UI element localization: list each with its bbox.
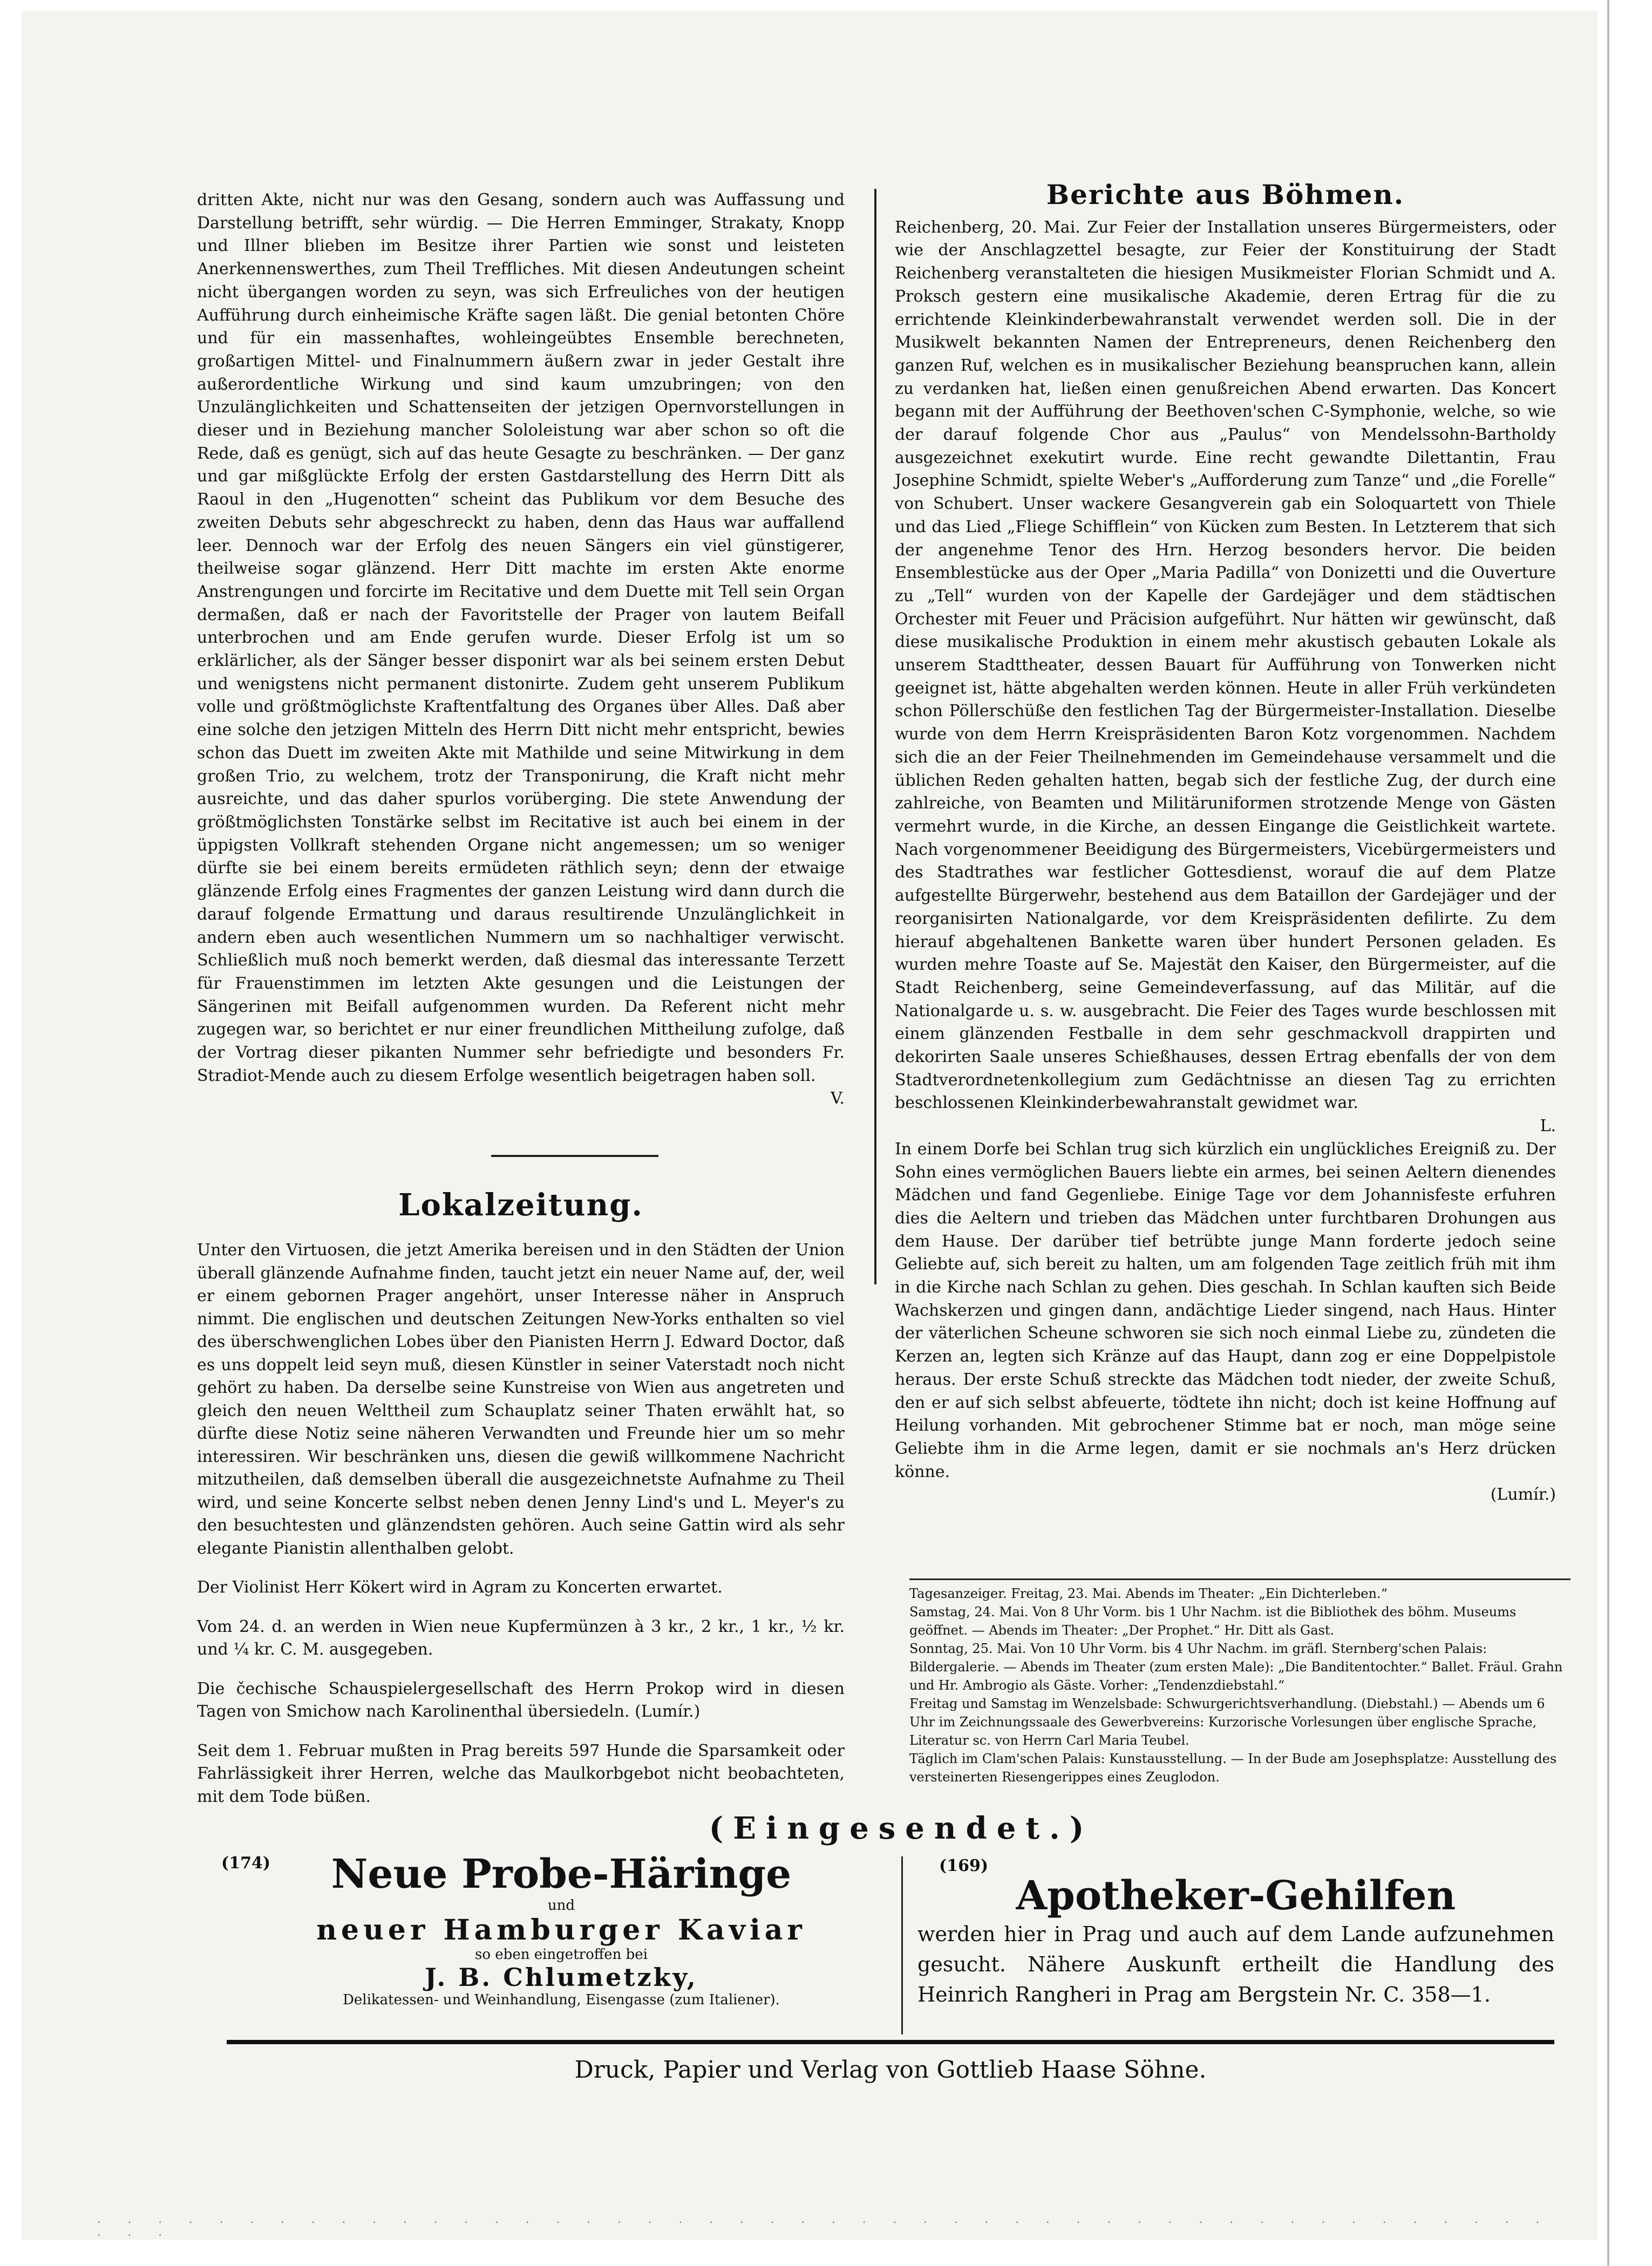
- ad-apotheker: [917, 1851, 1554, 2010]
- ad-merchant-address: Delikatessen- und Weinhandlung, Eisengasse (zum Italiener).: [343, 1992, 780, 2008]
- lokalzeitung-heading: Lokalzeitung.: [398, 1187, 643, 1223]
- newspaper-page: [22, 11, 1597, 2240]
- left-column: [197, 189, 845, 1111]
- news-item: Der Violinist Herr Kökert wird in Agram zu Koncerten erwartet.: [197, 1578, 723, 1597]
- report-source: (Lumír.): [1490, 1485, 1556, 1505]
- column-divider: [874, 189, 876, 1284]
- footer-rule: [227, 2040, 1554, 2044]
- tagesanzeiger-line: Tagesanzeiger. Freitag, 23. Mai. Abends im Theater: „Ein Dichterleben.“: [909, 1586, 1388, 1601]
- ad-und: und: [547, 1897, 575, 1914]
- opera-review-text: dritten Akte, nicht nur was den Gesang, sondern auch was Auffassung und Darstellung betrifft, sehr würdig. — Die Herren Emminger, Strakaty, Knopp und Illner blieben im Besitze ihrer Partien wie sonst und leisteten Anerkennenswerthes, zum Theil Treffliches. Mit diesen Andeutungen scheint nicht übergangen worden zu seyn, was sich Erfreuliches von der heutigen Aufführung durch einheimische Kräfte sagen läßt. Die genial betonten Chöre und für ein massenhaftes, wohleingeübtes Ensemble berechneten, großartigen Mittel- und Finalnummern äußern zwar in jeder Gestalt ihre außerordentliche Wirkung und sind kaum umzubringen; von den Unzulänglichkeiten und Schattenseiten der jetzigen Opernvorstellungen in dieser und in Beziehung mancher Sololeistung war aber schon so oft die Rede, daß es genügt, sich auf das heute Gesagte zu beschränken. — Der ganz und gar mißglückte Erfolg der ersten Gastdarstellung des Herrn Ditt als Raoul in den „Hugenotten“ scheint das Publikum vor dem Besuche des zweiten Debuts sehr abgeschreckt zu haben, denn das Haus war auffallend leer. Dennoch war der Erfolg des neuen Sängers ein viel günstigerer, theilweise sogar glänzend. Herr Ditt machte im ersten Akte enorme Anstrengungen und forcirte im Recitative und dem Duette mit Tell sein Organ dermaßen, daß er nach der Favoritstelle der Prager von lautem Beifall unterbrochen und am Ende gerufen wurde. Dieser Erfolg ist um so erklärlicher, als der Sänger besser disponirt war als bei seinem ersten Debut und wenigstens nicht permanent distonirte. Zudem geht unserem Publikum volle und größtmöglichste Kraftentfaltung des Organes über Alles. Daß aber eine solche den jetzigen Mitteln des Herrn Ditt nicht mehr entspricht, bewies schon das Duett im zweiten Akte mit Mathilde und seine Mitwirkung in dem großen Trio, zu welchem, trotz der Transponirung, die Kraft nicht mehr ausreichte, und das daher spurlos vorüberging. Die stete Anwendung der größtmöglichsten Tonstärke selbst im Recitative ist auch bei einem in der üppigsten Vollkraft stehenden Organe nicht angemessen; um so weniger dürfte sie bei einem bereits ermüdeten räthlich seyn; denn der etwaige glänzende Erfolg eines Fragmentes der ganzen Leistung wird dann durch die darauf folgende Ermattung und daraus resultirende Unzulänglichkeit in andern eben auch wesentlichen Nummern um so nachhaltiger verwischt. Schließlich muß noch bemerkt werden, daß diesmal das interessante Terzett für Frauenstimmen im letzten Akte gesungen und die Leistungen der Sängerinen mit Beifall aufgenommen wurden. Da Referent nicht mehr zugegen war, so berichtet er nur einer freundlichen Mittheilung zufolge, daß der Vortrag dieser pikanten Nummer sehr befriedigte und besonders Fr. Stradiot-Mende auch zu diesem Erfolge wesentlich beigetragen haben soll.: [197, 190, 845, 1085]
- tagesanzeiger-line: Freitag und Samstag im Wenzelsbade: Schwurgerichtsverhandlung. (Diebstahl.) — Abends um 6 Uhr im Zeichnungssaale des Gewerbvereins: Kurzorische Vorlesungen über englische Sprache, Literatur sc. von Herrn Carl Maria Teubel.: [909, 1696, 1545, 1748]
- news-item: Unter den Virtuosen, die jetzt Amerika bereisen und in den Städten der Union überall glänzende Aufnahme finden, taucht jetzt ein neuer Name auf, der, weil er einem gebornen Prager angehört, unser Interesse näher in Anspruch nimmt. Die englischen und deutschen Zeitungen New-Yorks enthalten so viel des überschwenglichen Lobes über den Pianisten Herrn J. Edward Doctor, daß es uns doppelt leid seyn muß, diesen Künstler in seiner Vaterstadt noch nicht gehört zu haben. Da derselbe seine Kunstreise von Wien aus angetreten und gleich den neuen Welttheil zum Schauplatz seiner Thaten erwählt hat, so dürfte diese Notiz seine näheren Verwandten und Freunde hier um so mehr interessiren. Wir beschränken uns, diesen die gewiß willkommene Nachricht mitzutheilen, daß demselben überall die ausgezeichnetste Aufnahme zu Theil wird, und seine Koncerte selbst neben denen Jenny Lind's und L. Meyer's zu den besuchtesten und glänzendsten gehören. Auch seine Gattin wird als sehr elegante Pianistin allenthalben gelobt.: [197, 1241, 845, 1558]
- report-schlan: In einem Dorfe bei Schlan trug sich kürzlich ein unglückliches Ereigniß zu. Der Sohn eines vermöglichen Bauers liebte ein armes, bei seinen Aeltern dienendes Mädchen und fand Gegenliebe. Einige Tage vor dem Johannisfeste erfuhren dies die Aeltern und trieben das Mädchen unter furchtbaren Drohungen aus dem Hause. Der darüber tief betrübte junge Mann forderte jedoch seine Geliebte auf, sich bereit zu halten, um am folgenden Tage zeitlich früh mit ihm in die Kirche nach Schlan zu gehen. Dies geschah. In Schlan kauften sich Beide Wachskerzen und gingen dann, andächtige Lieder singend, nach Haus. Hinter der väterlichen Scheune schworen sie sich noch einmal Liebe zu, zündeten die Kerzen an, legten sich Kränze auf das Haupt, dann zog er eine Doppelpistole heraus. Der erste Schuß streckte das Mädchen todt nieder, der zweite Schuß, den er auf sich selbst abfeuerte, tödtete ihn nicht; doch ist keine Hoffnung auf Heilung vorhanden. Mit gebrochener Stimme bat er noch, man möge seine Geliebte ihm in die Arme legen, damit er sie nochmals an's Herz drücken könne.: [895, 1139, 1556, 1481]
- tagesanzeiger-line: Samstag, 24. Mai. Von 8 Uhr Vorm. bis 1 Uhr Nachm. ist die Bibliothek des böhm. Museums geöffnet. — Abends im Theater: „Der Prophet.“ Hr. Ditt als Gast.: [909, 1604, 1517, 1638]
- ad-number-left: (174): [221, 1854, 271, 1873]
- news-item: Seit dem 1. Februar mußten in Prag bereits 597 Hunde die Sparsamkeit oder Fahrlässigkeit ihrer Herren, welche das Maulkorbgebot nicht beobachteten, mit dem Tode büßen.: [197, 1741, 845, 1806]
- ad-divider: [901, 1856, 903, 2034]
- eingesendet-heading: (Eingesendet.): [709, 1811, 1094, 1846]
- tagesanzeiger-line: Täglich im Clam'schen Palais: Kunstausstellung. — In der Bude am Josephsplatze: Ausstellung des versteinerten Riesengerippes eines Zeuglodon.: [909, 1751, 1557, 1785]
- lokalzeitung-section: [197, 1187, 845, 1825]
- scan-dots: . . . . . . . . . . . . . . . . . . . . . . . . . . . . . . . . . . . . . . . . . . . . . . . . . . .: [97, 2213, 1551, 2238]
- section-divider: [491, 1155, 658, 1157]
- news-item: Die čechische Schauspielergesellschaft des Herrn Prokop wird in diesen Tagen von Smichow nach Karolinenthal übersiedeln. (Lumír.): [197, 1679, 845, 1721]
- ad-number-right: (169): [939, 1856, 989, 1875]
- scan-edge: [1607, 0, 1609, 2266]
- ad-haringe-title: Neue Probe-Häringe: [331, 1851, 792, 1897]
- tagesanzeiger: [909, 1578, 1571, 1786]
- ad-arrival: so eben eingetroffen bei: [475, 1947, 648, 1963]
- ad-merchant: J. B. Chlumetzky,: [425, 1963, 698, 1992]
- ad-apotheker-title: Apotheker-Gehilfen: [1016, 1873, 1456, 1919]
- tagesanzeiger-line: Sonntag, 25. Mai. Von 10 Uhr Vorm. bis 4 Uhr Nachm. im gräfl. Sternberg'schen Palais: Bildergalerie. — Abends im Theater (zum ersten Male): „Die Banditentochter.“ Ballet. Fräul. Grahn und Hr. Ambrogio als Gäste. Vorher: „Tendenzdiebstahl.“: [909, 1641, 1563, 1693]
- report-reichenberg: Reichenberg, 20. Mai. Zur Feier der Installation unseres Bürgermeisters, oder wie der Anschlagzettel besagte, zur Feier der Konstituirung der Stadt Reichenberg veranstalteten die hiesigen Musikmeister Florian Schmidt und A. Proksch gestern eine musikalische Akademie, deren Ertrag für die zu errichtende Kleinkinderbewahranstalt verwendet werden soll. Die in der Musikwelt bekannten Namen der Entrepreneurs, denen Reichenberg den ganzen Ruf, welchen es in musikalischer Beziehung beanspruchen kann, allein zu verdanken hat, ließen einen genußreichen Abend erwarten. Das Koncert begann mit der Aufführung der Beethoven'schen C-Symphonie, welche, so wie der darauf folgende Chor aus „Paulus“ von Mendelssohn-Bartholdy ausgezeichnet exekutirt wurde. Eine recht gewandte Dilettantin, Frau Josephine Schmidt, spielte Weber's „Aufforderung zum Tanze“ und „die Forelle“ von Schubert. Unser wackere Gesangverein gab ein Soloquartett von Thiele und das Lied „Fliege Schifflein“ von Kücken zum Besten. In Letzterem that sich der angenehme Tenor des Hrn. Herzog besonders hervor. Die beiden Ensemblestücke aus der Oper „Maria Padilla“ von Donizetti und die Ouverture zu „Tell“ wurden von der Kapelle der Gardejäger und dem städtischen Orchester mit Feuer und Präcision aufgeführt. Nur hätten wir gewünscht, daß diese musikalische Produktion in einem mehr akustisch gebauten Lokale als unserem Stadttheater, dessen Bauart für Aufführung von Tonwerken nicht geeignet ist, hätte abgehalten werden können. Heute in aller Früh verkündeten schon Pöllerschüße den festlichen Tag der Bürgermeister-Installation. Dieselbe wurde von dem Herrn Kreispräsidenten Baron Kotz vorgenommen. Nachdem sich die an der Feier Theilnehmenden im Gemeindehause versammelt und die üblichen Reden gehalten hatten, begab sich der festliche Zug, der durch eine zahlreiche, von Beamten und Militäruniformen strotzende Menge von Gästen vermehrt wurde, in die Kirche, an dessen Eingange die Geistlichkeit wartete. Nach vorgenommener Beeidigung des Bürgermeisters, Vicebürgermeisters und des Stadtrathes war festlicher Gottesdienst, worauf die auf dem Platze aufgestellte Bürgerwehr, bestehend aus dem Bataillon der Gardejäger und der reorganisirten Nationalgarde, vor dem Kreispräsidenten defilirte. Zu dem hierauf abgehaltenen Bankette waren über hundert Personen geladen. Es wurden mehre Toaste auf Se. Majestät den Kaiser, den Bürgermeister, auf die Stadt Reichenberg, seine Gemeindeverfassung, auf das Militär, auf die Nationalgarde u. s. w. ausgebracht. Die Feier des Tages wurde beschlossen mit einem glänzenden Festballe in dem sehr geschmackvoll drappirten und dekorirten Saale unseres Schießhauses, dessen Ertrag ebenfalls der von dem Stadtverordnetenkollegium zum Gedächtnisse an diesen Tag zu errichten beschlossenen Kleinkinderbewahranstalt gewidmet war.: [895, 217, 1556, 1113]
- ad-haringe: [248, 1851, 874, 2008]
- right-column: [895, 179, 1556, 1507]
- ad-kaviar: neuer Hamburger Kaviar: [316, 1914, 806, 1947]
- tagesanzeiger-rule: [909, 1578, 1571, 1580]
- imprint: Druck, Papier und Verlag von Gottlieb Haase Söhne.: [574, 2056, 1207, 2084]
- ad-apotheker-text: werden hier in Prag und auch auf dem Lande aufzunehmen gesucht. Nähere Auskunft ertheilt die Handlung des Heinrich Rangheri in Prag am Bergstein Nr. C. 358—1.: [917, 1922, 1554, 2006]
- news-item: Vom 24. d. an werden in Wien neue Kupfermünzen à 3 kr., 2 kr., 1 kr., ½ kr. und ¼ kr. C. M. ausgegeben.: [197, 1617, 845, 1659]
- review-signature: V.: [831, 1089, 845, 1108]
- berichte-heading: Berichte aus Böhmen.: [1046, 179, 1405, 210]
- report-signature: L.: [1540, 1117, 1556, 1136]
